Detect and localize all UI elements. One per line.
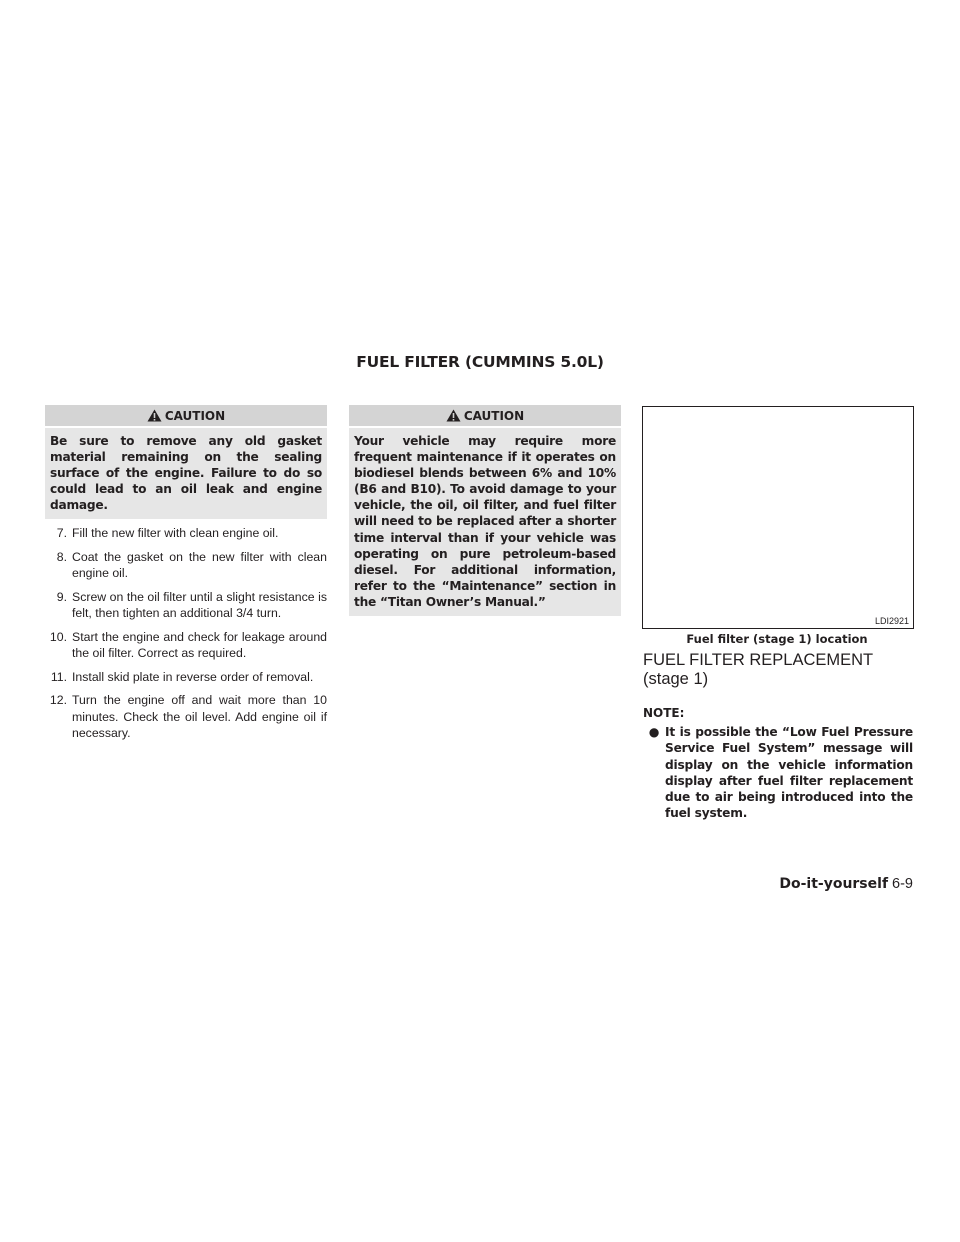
step-number: 9. <box>56 589 67 604</box>
middle-column <box>349 405 621 616</box>
note-bullet-item <box>643 724 913 822</box>
list-item <box>45 549 327 582</box>
caution-heading: CAUTION <box>463 408 525 423</box>
step-text: Install skid plate in reverse order of removal. <box>72 669 314 684</box>
step-text: Start the engine and check for leakage around the oil filter. Correct as required. <box>72 629 327 661</box>
caution-header <box>45 405 327 426</box>
footer-section: Do-it-yourself <box>779 876 889 892</box>
page-number: 6-9 <box>892 876 913 892</box>
list-item <box>45 589 327 622</box>
caution-heading: CAUTION <box>164 408 226 423</box>
step-text: Screw on the oil filter until a slight resistance is felt, then tighten an additional 3/4 turn. <box>72 589 327 621</box>
steps-list <box>45 525 327 742</box>
list-item <box>45 525 327 542</box>
list-item <box>45 629 327 662</box>
list-item <box>45 692 327 742</box>
note-label: NOTE: <box>643 706 685 720</box>
step-number: 8. <box>56 549 67 564</box>
step-number: 11. <box>50 669 67 684</box>
note-text: It is possible the “Low Fuel Pressure Service Fuel System” message will display on the vehicle information display after fuel filter replacement due to air being introduced into the fuel system. <box>665 725 913 821</box>
step-text: Fill the new filter with clean engine oil. <box>72 526 279 541</box>
step-number: 12. <box>49 693 67 708</box>
step-number: 7. <box>56 526 67 541</box>
warning-triangle-icon <box>446 409 461 422</box>
subheading: FUEL FILTER REPLACEMENT (stage 1) <box>643 651 873 688</box>
step-number: 10. <box>49 629 67 644</box>
step-text: Turn the engine off and wait more than 10 minutes. Check the oil level. Add engine oil if necessary. <box>72 693 327 741</box>
left-column <box>45 405 327 749</box>
caution-text: Be sure to remove any old gasket material remaining on the sealing surface of the engine. Failure to do so could lead to an oil leak and engine damage. <box>45 428 327 519</box>
figure-frame <box>642 406 914 629</box>
figure-caption: Fuel filter (stage 1) location <box>686 632 868 646</box>
caution-header <box>349 405 621 426</box>
caution-text: Your vehicle may require more frequent maintenance if it operates on biodiesel blends between 6% and 10% (B6 and B10). To avoid damage to your vehicle, the oil, oil filter, and fuel filter will need to be replaced after a shorter time interval than if your vehicle was operating on pure petroleum-based diesel. For additional information, refer to the “Maintenance” section in the “Titan Owner’s Manual.” <box>349 428 621 616</box>
bullet-icon: ● <box>648 725 660 739</box>
warning-triangle-icon <box>147 409 162 422</box>
step-text: Coat the gasket on the new filter with clean engine oil. <box>72 549 327 581</box>
page-footer <box>779 876 913 892</box>
section-title: FUEL FILTER (CUMMINS 5.0L) <box>356 353 604 371</box>
figure-code: LDI2921 <box>874 616 909 626</box>
list-item <box>45 669 327 686</box>
